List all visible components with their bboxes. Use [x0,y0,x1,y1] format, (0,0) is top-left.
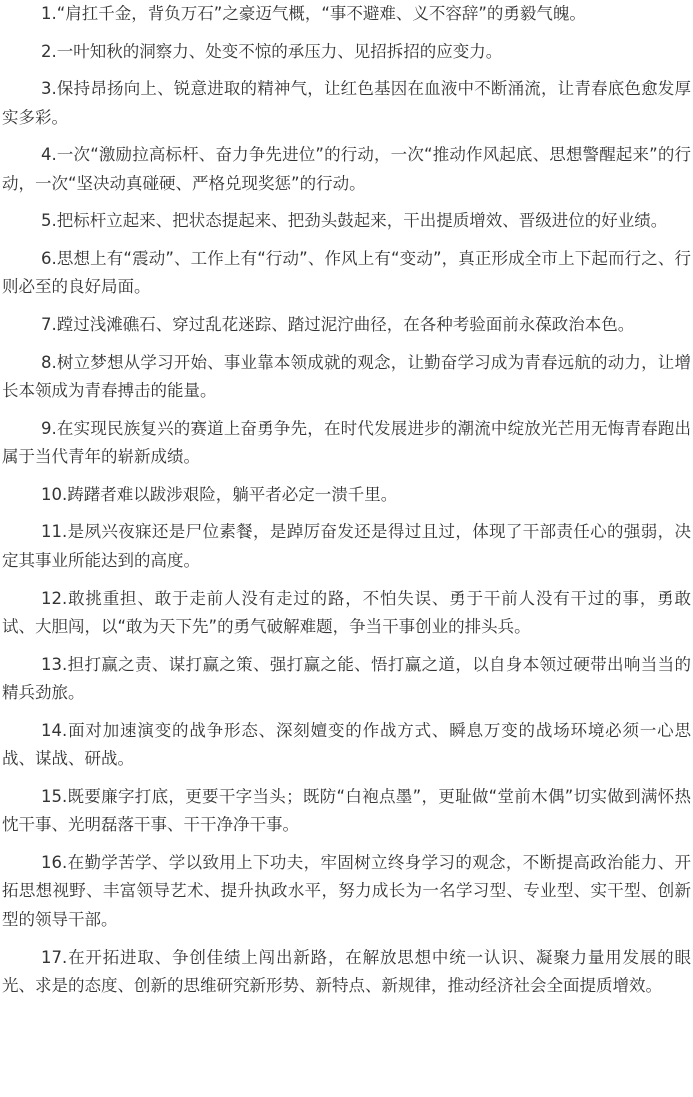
paragraph-16: 16.在勤学苦学、学以致用上下功夫，牢固树立终身学习的观念，不断提高政治能力、开拓思想视野、丰富领导艺术、提升执政水平，努力成长为一名学习型、专业型、实干型、创新型的领导干部。 [2,852,691,929]
paragraph-6: 6.思想上有“震动”、工作上有“行动”、作风上有“变动”，真正形成全市上下起而行之、行则必至的良好局面。 [2,248,691,297]
paragraph-8: 8.树立梦想从学习开始、事业靠本领成就的观念，让勤奋学习成为青春远航的动力，让增长本领成为青春搏击的能量。 [2,352,691,401]
paragraph-15: 15.既要廉字打底，更要干字当头；既防“白袍点墨”，更耻做“堂前木偶”切实做到满怀热忱干事、光明磊落干事、干干净净干事。 [2,786,691,835]
paragraph-1: 1.“肩扛千金，背负万石”之豪迈气概，“事不避难、义不容辞”的勇毅气魄。 [41,4,586,23]
paragraph-12: 12.敢挑重担、敢于走前人没有走过的路，不怕失误、勇于干前人没有干过的事，勇敢试、大胆闯，以“敢为天下先”的勇气破解难题，争当干事创业的排头兵。 [2,588,691,637]
paragraph-7: 7.蹚过浅滩礁石、穿过乱花迷踪、踏过泥泞曲径，在各种考验面前永葆政治本色。 [41,315,635,335]
paragraph-17: 17.在开拓进取、争创佳绩上闯出新路，在解放思想中统一认识、凝聚力量用发展的眼光、求是的态度、创新的思维研究新形势、新特点、新规律，推动经济社会全面提质增效。 [2,947,691,995]
paragraph-5: 5.把标杆立起来、把状态提起来、把劲头鼓起来，干出提质增效、晋级进位的好业绩。 [41,211,668,231]
paragraph-14: 14.面对加速演变的战争形态、深刻嬗变的作战方式、瞬息万变的战场环境必须一心思战、谋战、研战。 [2,720,691,769]
paragraph-10: 10.踌躇者难以跋涉艰险，躺平者必定一溃千里。 [41,484,398,504]
paragraph-3: 3.保持昂扬向上、锐意进取的精神气，让红色基因在血液中不断涌流，让青春底色愈发厚实多彩。 [2,79,691,127]
paragraph-9: 9.在实现民族复兴的赛道上奋勇争先，在时代发展进步的潮流中绽放光芒用无悔青春跑出属于当代青年的崭新成绩。 [2,418,691,467]
paragraph-4: 4.一次“激励拉高标杆、奋力争先进位”的行动，一次“推动作风起底、思想警醒起来”的行动，一次“坚决动真碰硬、严格兑现奖惩”的行动。 [2,145,691,193]
paragraph-11: 11.是夙兴夜寐还是尸位素餐，是踔厉奋发还是得过且过，体现了干部责任心的强弱，决定其事业所能达到的高度。 [2,522,691,570]
paragraph-13: 13.担打赢之责、谋打赢之策、强打赢之能、悟打赢之道，以自身本领过硬带出响当当的精兵劲旅。 [2,654,691,703]
paragraph-2: 2.一叶知秋的洞察力、处变不惊的承压力、见招拆招的应变力。 [41,41,503,61]
